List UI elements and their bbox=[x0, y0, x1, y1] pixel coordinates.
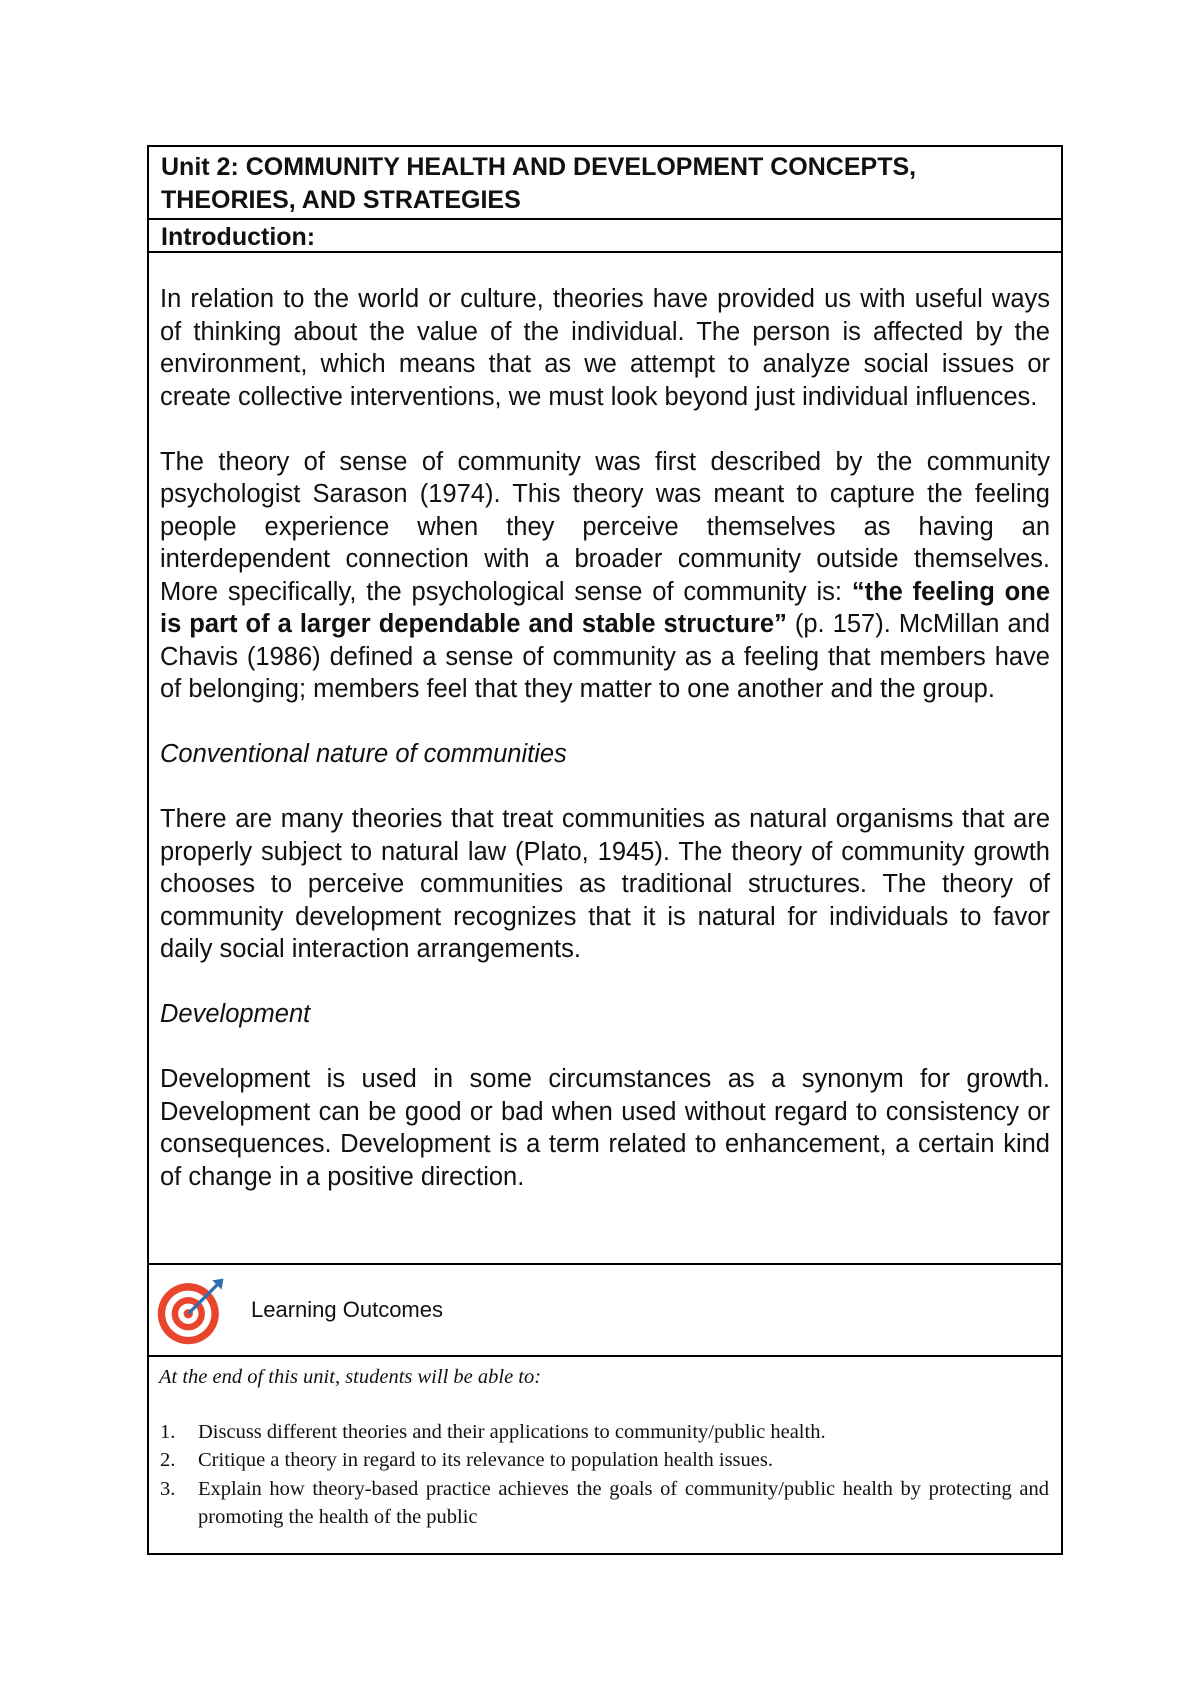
subheading-conventional: Conventional nature of communities bbox=[160, 740, 567, 768]
list-item-text: Discuss different theories and their applications to community/public health. bbox=[198, 1420, 826, 1443]
outcomes-intro: At the end of this unit, students will be able to: bbox=[159, 1366, 542, 1388]
paragraph-1: In relation to the world or culture, theories have provided us with useful ways of thinking about the value of the individual. The person is affected by the environment, which means that as we attempt to analyze social issues or create collective interventions, we must look beyond just individual influences. bbox=[160, 285, 1050, 411]
paragraph-3: There are many theories that treat communities as natural organisms that are properly subject to natural law (Plato, 1945). The theory of community growth chooses to perceive communities as traditional structures. The theory of community development recognizes that it is natural for individuals to favor daily social interaction arrangements. bbox=[160, 805, 1050, 963]
intro-heading bbox=[149, 220, 1061, 253]
learning-outcomes-label: Learning Outcomes bbox=[251, 1297, 443, 1322]
paragraph-2-post: (p. 157). McMillan and Chavis (1986) defined a sense of community as a feeling that members have of belonging; members feel that they matter to one another and the group. bbox=[160, 610, 1050, 703]
target-icon bbox=[155, 1273, 229, 1347]
unit-title-line2: THEORIES, AND STRATEGIES bbox=[161, 186, 521, 214]
list-item-text: Critique a theory in regard to its relevance to population health issues. bbox=[198, 1449, 773, 1471]
learning-outcomes-header bbox=[149, 1265, 1061, 1357]
subheading-development: Development bbox=[160, 1000, 311, 1028]
learning-outcomes-body bbox=[149, 1357, 1061, 1553]
intro-label: Introduction: bbox=[161, 223, 316, 251]
paragraph-4: Development is used in some circumstances as a synonym for growth. Development can be good or bad when used without regard to consistency or consequences. Development is a term related to enhancement, a certain kind of change in a positive direction. bbox=[160, 1065, 1050, 1191]
list-item bbox=[159, 1418, 1049, 1447]
list-item-number: 2. bbox=[160, 1449, 176, 1471]
paragraph-2 bbox=[160, 446, 1050, 706]
outcomes-list bbox=[159, 1418, 1049, 1532]
paragraph-2-pre: The theory of sense of community was first described by the community psychologist Sarason (1974). This theory was meant to capture the feeling people experience when they perceive themselves as having an interdependent connection with a broader community outside themselves. More specifically, the psychological sense of community is: bbox=[160, 447, 1050, 606]
list-item-number: 1. bbox=[160, 1420, 176, 1443]
unit-title bbox=[149, 147, 1061, 220]
list-item-number: 3. bbox=[160, 1477, 176, 1500]
unit-title-line1: Unit 2: COMMUNITY HEALTH AND DEVELOPMENT CONCEPTS, bbox=[161, 153, 917, 181]
sarason-quote: “the feeling one is part of a larger dependable and stable structure” bbox=[160, 577, 1050, 638]
list-item-text: Explain how theory-based practice achieves the goals of community/public health by protecting and promoting the health of the public bbox=[198, 1477, 1049, 1528]
unit-frame bbox=[147, 145, 1063, 1555]
list-item bbox=[159, 1475, 1049, 1532]
list-item bbox=[159, 1446, 1049, 1475]
intro-body bbox=[149, 253, 1061, 1265]
